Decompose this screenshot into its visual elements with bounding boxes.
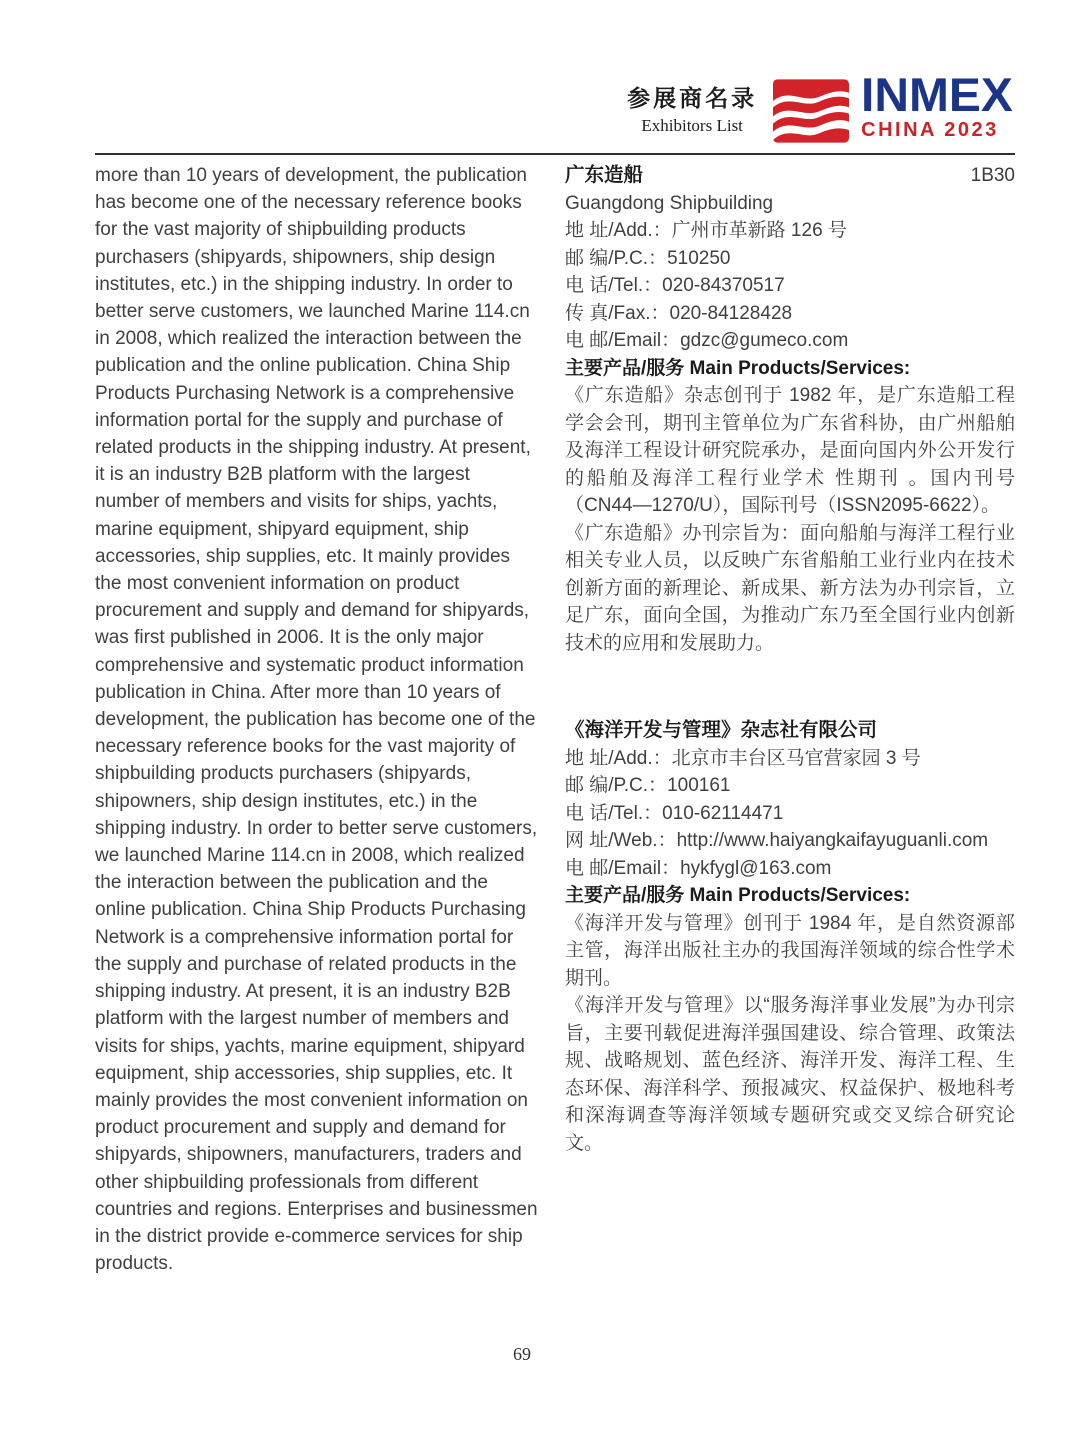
postcode-value: 510250	[667, 247, 731, 269]
tel-value: 020-84370517	[662, 275, 785, 296]
address-value: 北京市丰台区马官营家园 3 号	[671, 747, 921, 769]
products-services-header: 主要产品/服务 Main Products/Services:	[565, 357, 911, 379]
email-value: gdzc@gumeco.com	[680, 330, 849, 351]
tel-value: 010-62114471	[662, 802, 784, 824]
logo-year: CHINA 2023	[861, 118, 999, 141]
exhibitor-entry-haiyang-kaifa-yu-guanli	[565, 717, 1015, 1157]
fax-value: 020-84128428	[669, 302, 793, 324]
address-label: 地 址/Add.：	[565, 220, 672, 241]
header-titles	[627, 80, 757, 142]
postcode-field	[565, 245, 1015, 273]
email-field	[565, 855, 1015, 883]
postcode-label: 邮 编/P.C.：	[565, 247, 668, 269]
entry-description	[565, 382, 1015, 657]
email-label: 电 邮/Email：	[565, 330, 681, 351]
logo-text	[861, 68, 1013, 142]
left-column-text: more than 10 years of development, the publication has become one of the necessary reference books for the vast majority of shipbuilding products purchasers (shipyards, shipowners, ship design institutes, etc.) in the shipping industry. In order to better serve customers, we launched Marine 114.cn in 2008, which realized the interaction between the publication and the online publication. China Ship Products Purchasing Network is a comprehensive information portal for the supply and purchase of related products in the shipping industry. At present, it is an industry B2B platform with the largest number of members and visits for ships, yachts, marine equipment, shipyard equipment, ship accessories, ship supplies, etc. It mainly provides the most convenient information on product procurement and supply and demand for shipyards, was first published in 2006. It is the only major comprehensive and systematic product information publication in China. After more than 10 years of development, the publication has become one of the necessary reference books for the vast majority of shipbuilding products purchasers (shipyards, shipowners, ship design institutes, etc.) in the shipping industry. In order to better serve customers, we launched Marine 114.cn in 2008, which realized the interaction between the publication and the online publication. China Ship Products Purchasing Network is a comprehensive information portal for the supply and purchase of related products in the shipping industry. At present, it is an industry B2B platform with the largest number of members and visits for ships, yachts, marine equipment, shipyard equipment, ship accessories, ship supplies, etc. It mainly provides the most convenient information on product procurement and supply and demand for shipyards, shipowners, manufacturers, traders and other shipbuilding professionals from different countries and regions. Enterprises and businessmen in the district provide e-commerce services for ship products.	[95, 165, 545, 1275]
address-field	[565, 745, 1015, 773]
web-value: http://www.haiyangkaifayuguanli.com	[676, 830, 989, 851]
postcode-value: 100161	[667, 775, 731, 796]
postcode-label: 邮 编/P.C.：	[565, 775, 668, 796]
tel-label: 电 话/Tel.：	[565, 275, 663, 296]
description-paragraph: 《广东造船》杂志创刊于 1982 年，是广东造船工程学会会刊，期刊主管单位为广东省科协，由广州船舶及海洋工程设计研究院承办，是面向国内外公开发行的船舶及海洋工程行业学术 性期刊 。国内刊号（CN44—1270/U），国际刊号（ISSN2095-6622）。	[565, 385, 1015, 516]
header-divider	[95, 153, 1015, 155]
products-services-header: 主要产品/服务 Main Products/Services:	[565, 885, 911, 906]
tel-field	[565, 272, 1015, 300]
email-field	[565, 327, 1015, 355]
page-title-zh: 参展商名录	[627, 85, 758, 111]
description-paragraph: 《广东造船》办刊宗旨为：面向船舶与海洋工程行业相关专业人员，以反映广东省船舶工业行业内在技术创新方面的新理论、新成果、新方法为办刊宗旨，立足广东，面向全国，为推动广东乃至全国行业内创新技术的应用和发展助力。	[565, 522, 1015, 654]
booth-number: 1B30	[970, 165, 1015, 186]
entry-title-row	[565, 162, 1015, 190]
web-label: 网 址/Web.：	[565, 830, 677, 851]
entry-description	[565, 910, 1015, 1158]
tel-label: 电 话/Tel.：	[565, 802, 663, 824]
postcode-field	[565, 772, 1015, 800]
exhibitor-name-zh: 《海洋开发与管理》杂志社有限公司	[565, 719, 878, 741]
email-value: hykfygl@163.com	[680, 857, 832, 879]
waves-icon	[773, 76, 849, 146]
description-paragraph: 《海洋开发与管理》创刊于 1984 年，是自然资源部主管，海洋出版社主办的我国海洋领域的综合性学术期刊。	[565, 912, 1015, 989]
right-column	[565, 162, 1015, 1157]
description-paragraph: 《海洋开发与管理》以“服务海洋事业发展”为办刊宗旨，主要刊载促进海洋强国建设、综合管理、政策法规、战略规划、蓝色经济、海洋开发、海洋工程、生态环保、海洋科学、预报减灾、权益保护、极地科考和深海调查等海洋领域专题研究或交叉综合研究论文。	[565, 995, 1015, 1154]
address-field	[565, 217, 1015, 245]
tel-field	[565, 800, 1015, 828]
email-label: 电 邮/Email：	[565, 857, 681, 879]
page-title-en: Exhibitors List	[641, 116, 743, 135]
exhibitor-name-en: Guangdong Shipbuilding	[565, 192, 774, 214]
entry-title-row	[565, 717, 1015, 745]
fax-field	[565, 300, 1015, 328]
fax-label: 传 真/Fax.：	[565, 302, 670, 324]
logo-wordmark: INMEX	[861, 68, 1013, 121]
exhibitor-name-zh: 广东造船	[565, 164, 644, 186]
web-field	[565, 827, 1015, 855]
address-label: 地 址/Add.：	[565, 747, 672, 769]
address-value: 广州市革新路 126 号	[671, 220, 847, 241]
page-number: 69	[513, 1344, 531, 1364]
exhibitor-entry-guangdong-shipbuilding	[565, 162, 1015, 657]
inmex-logo	[773, 68, 1013, 146]
page-header	[627, 68, 1013, 146]
